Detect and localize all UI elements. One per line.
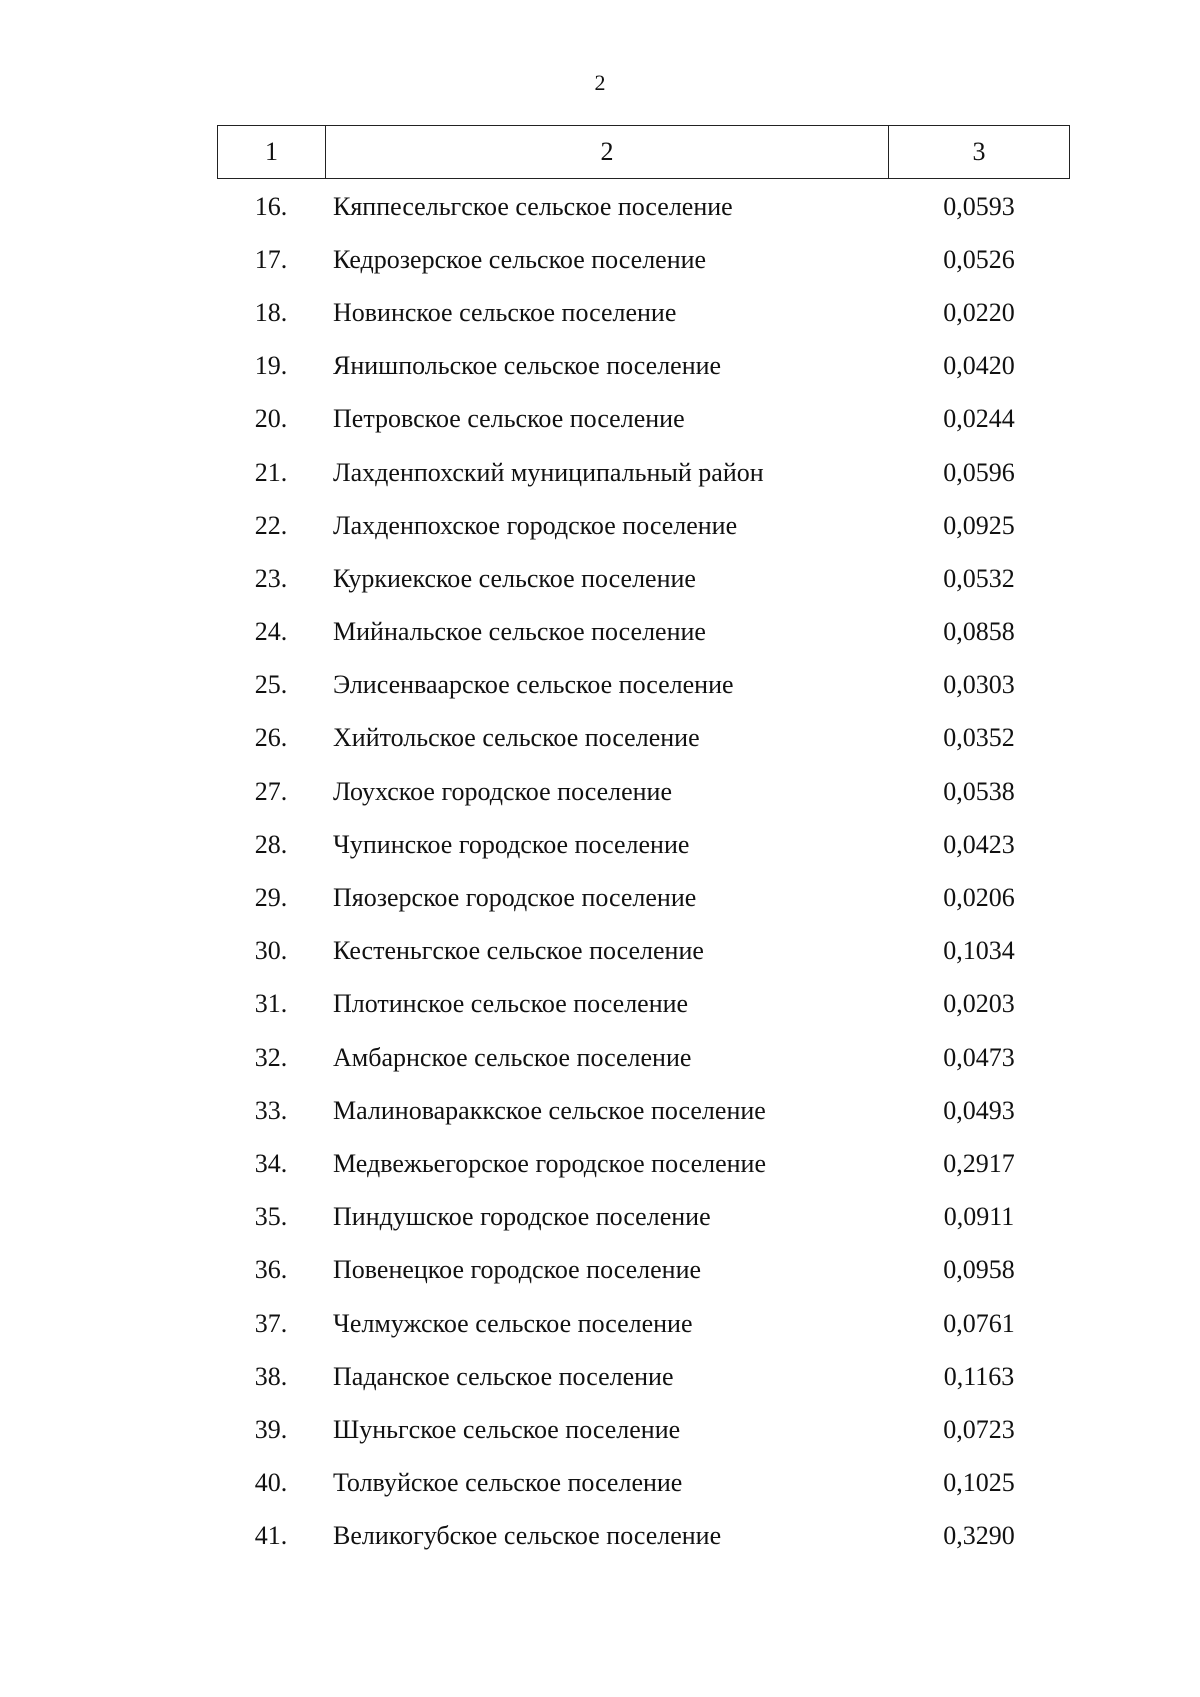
- settlement-name: Кестеньгское сельское поселение: [333, 936, 704, 966]
- row-number: 27.: [254, 776, 288, 806]
- settlement-name: Толвуйское сельское поселение: [333, 1468, 683, 1498]
- header-column-3: 3: [972, 137, 986, 166]
- table-row: [217, 659, 1070, 712]
- row-number: 34.: [254, 1148, 288, 1178]
- settlement-name: Мийнальское сельское поселение: [333, 617, 706, 647]
- coefficient-value: 0,1025: [943, 1468, 1015, 1498]
- settlement-name: Элисенваарское сельское поселение: [333, 670, 734, 700]
- settlement-name: Пиндушское городское поселение: [333, 1202, 711, 1232]
- table-row: [217, 552, 1070, 605]
- settlement-name: Амбарнское сельское поселение: [333, 1042, 692, 1072]
- coefficient-value: 0,3290: [943, 1521, 1015, 1551]
- settlement-name: Плотинское сельское поселение: [333, 989, 689, 1019]
- page-number: 2: [594, 70, 606, 95]
- table-row: [217, 1137, 1070, 1190]
- row-number: 25.: [254, 670, 288, 700]
- settlement-name: Янишпольское сельское поселение: [333, 351, 722, 381]
- coefficient-value: 0,0723: [943, 1414, 1015, 1444]
- row-number: 21.: [254, 457, 288, 487]
- row-number: 32.: [254, 1042, 288, 1072]
- row-number: 38.: [254, 1361, 288, 1391]
- settlement-name: Петровское сельское поселение: [333, 404, 685, 434]
- row-number: 40.: [254, 1468, 288, 1498]
- table-row: [217, 1031, 1070, 1084]
- table-row: [217, 1191, 1070, 1244]
- row-number: 24.: [254, 617, 288, 647]
- coefficient-value: 0,0203: [943, 989, 1015, 1019]
- settlement-name: Пяозерское городское поселение: [333, 883, 697, 913]
- coefficient-value: 0,0303: [943, 670, 1015, 700]
- settlement-name: Челмужское сельское поселение: [333, 1308, 693, 1338]
- row-number: 16.: [254, 191, 288, 221]
- table-row: [217, 712, 1070, 765]
- coefficient-value: 0,0858: [943, 617, 1015, 647]
- settlement-name: Малиновараккское сельское поселение: [333, 1095, 766, 1125]
- settlement-name: Куркиекское сельское поселение: [333, 563, 696, 593]
- table-row: [217, 446, 1070, 499]
- settlement-name: Повенецкое городское поселение: [333, 1255, 702, 1285]
- settlement-name: Великогубское сельское поселение: [333, 1521, 722, 1551]
- coefficient-value: 0,0423: [943, 829, 1015, 859]
- coefficient-value: 0,0244: [943, 404, 1015, 434]
- row-number: 31.: [254, 989, 288, 1019]
- table-row: [217, 1457, 1070, 1510]
- row-number: 39.: [254, 1414, 288, 1444]
- table-row: [217, 1350, 1070, 1403]
- coefficient-value: 0,0538: [943, 776, 1015, 806]
- coefficient-value: 0,0473: [943, 1042, 1015, 1072]
- settlement-name: Лахденпохский муниципальный район: [333, 457, 764, 487]
- table-row: [217, 1084, 1070, 1137]
- table-body: [217, 180, 1070, 1563]
- coefficient-value: 0,0925: [943, 510, 1015, 540]
- table-row: [217, 340, 1070, 393]
- coefficient-value: 0,0596: [943, 457, 1015, 487]
- table-row: [217, 393, 1070, 446]
- row-number: 33.: [254, 1095, 288, 1125]
- settlement-name: Хийтольское сельское поселение: [333, 723, 700, 753]
- table-row: [217, 1510, 1070, 1563]
- table-header: [217, 125, 1070, 179]
- coefficient-value: 0,1034: [943, 936, 1015, 966]
- row-number: 29.: [254, 883, 288, 913]
- row-number: 37.: [254, 1308, 288, 1338]
- row-number: 28.: [254, 829, 288, 859]
- table-row: [217, 606, 1070, 659]
- row-number: 30.: [254, 936, 288, 966]
- table-row: [217, 978, 1070, 1031]
- table-row: [217, 180, 1070, 233]
- header-column-1: 1: [218, 126, 326, 178]
- row-number: 17.: [254, 244, 288, 274]
- coefficient-value: 0,0220: [943, 297, 1015, 327]
- settlement-name: Чупинское городское поселение: [333, 829, 690, 859]
- settlement-name: Лоухское городское поселение: [333, 776, 673, 806]
- coefficient-value: 0,0532: [943, 563, 1015, 593]
- settlement-name: Кедрозерское сельское поселение: [333, 244, 707, 274]
- coefficient-value: 0,0206: [943, 883, 1015, 913]
- table-row: [217, 1297, 1070, 1350]
- table-row: [217, 1244, 1070, 1297]
- row-number: 19.: [254, 351, 288, 381]
- settlement-name: Шуньгское сельское поселение: [333, 1414, 681, 1444]
- coefficient-value: 0,0958: [943, 1255, 1015, 1285]
- settlement-name: Паданское сельское поселение: [333, 1361, 674, 1391]
- coefficient-value: 0,0911: [943, 1202, 1015, 1232]
- settlement-name: Медвежьегорское городское поселение: [333, 1148, 766, 1178]
- row-number: 41.: [254, 1521, 288, 1551]
- table-row: [217, 499, 1070, 552]
- row-number: 20.: [254, 404, 288, 434]
- table-row: [217, 233, 1070, 286]
- row-number: 23.: [254, 563, 288, 593]
- row-number: 22.: [254, 510, 288, 540]
- coefficient-value: 0,0526: [943, 244, 1015, 274]
- coefficient-value: 0,0761: [943, 1308, 1015, 1338]
- header-column-2: 2: [326, 126, 889, 178]
- coefficient-value: 0,0352: [943, 723, 1015, 753]
- coefficient-value: 0,0420: [943, 351, 1015, 381]
- table-row: [217, 818, 1070, 871]
- coefficient-value: 0,0493: [943, 1095, 1015, 1125]
- settlement-name: Кяппесельгское сельское поселение: [333, 191, 733, 221]
- coefficient-value: 0,0593: [943, 191, 1015, 221]
- row-number: 26.: [254, 723, 288, 753]
- table-row: [217, 765, 1070, 818]
- table-row: [217, 925, 1070, 978]
- coefficient-value: 0,2917: [943, 1148, 1015, 1178]
- coefficient-value: 0,1163: [943, 1361, 1015, 1391]
- settlement-name: Лахденпохское городское поселение: [333, 510, 738, 540]
- table-row: [217, 1403, 1070, 1456]
- table-row: [217, 286, 1070, 339]
- row-number: 18.: [254, 297, 288, 327]
- row-number: 36.: [254, 1255, 288, 1285]
- row-number: 35.: [254, 1202, 288, 1232]
- table-row: [217, 871, 1070, 924]
- settlement-name: Новинское сельское поселение: [333, 297, 677, 327]
